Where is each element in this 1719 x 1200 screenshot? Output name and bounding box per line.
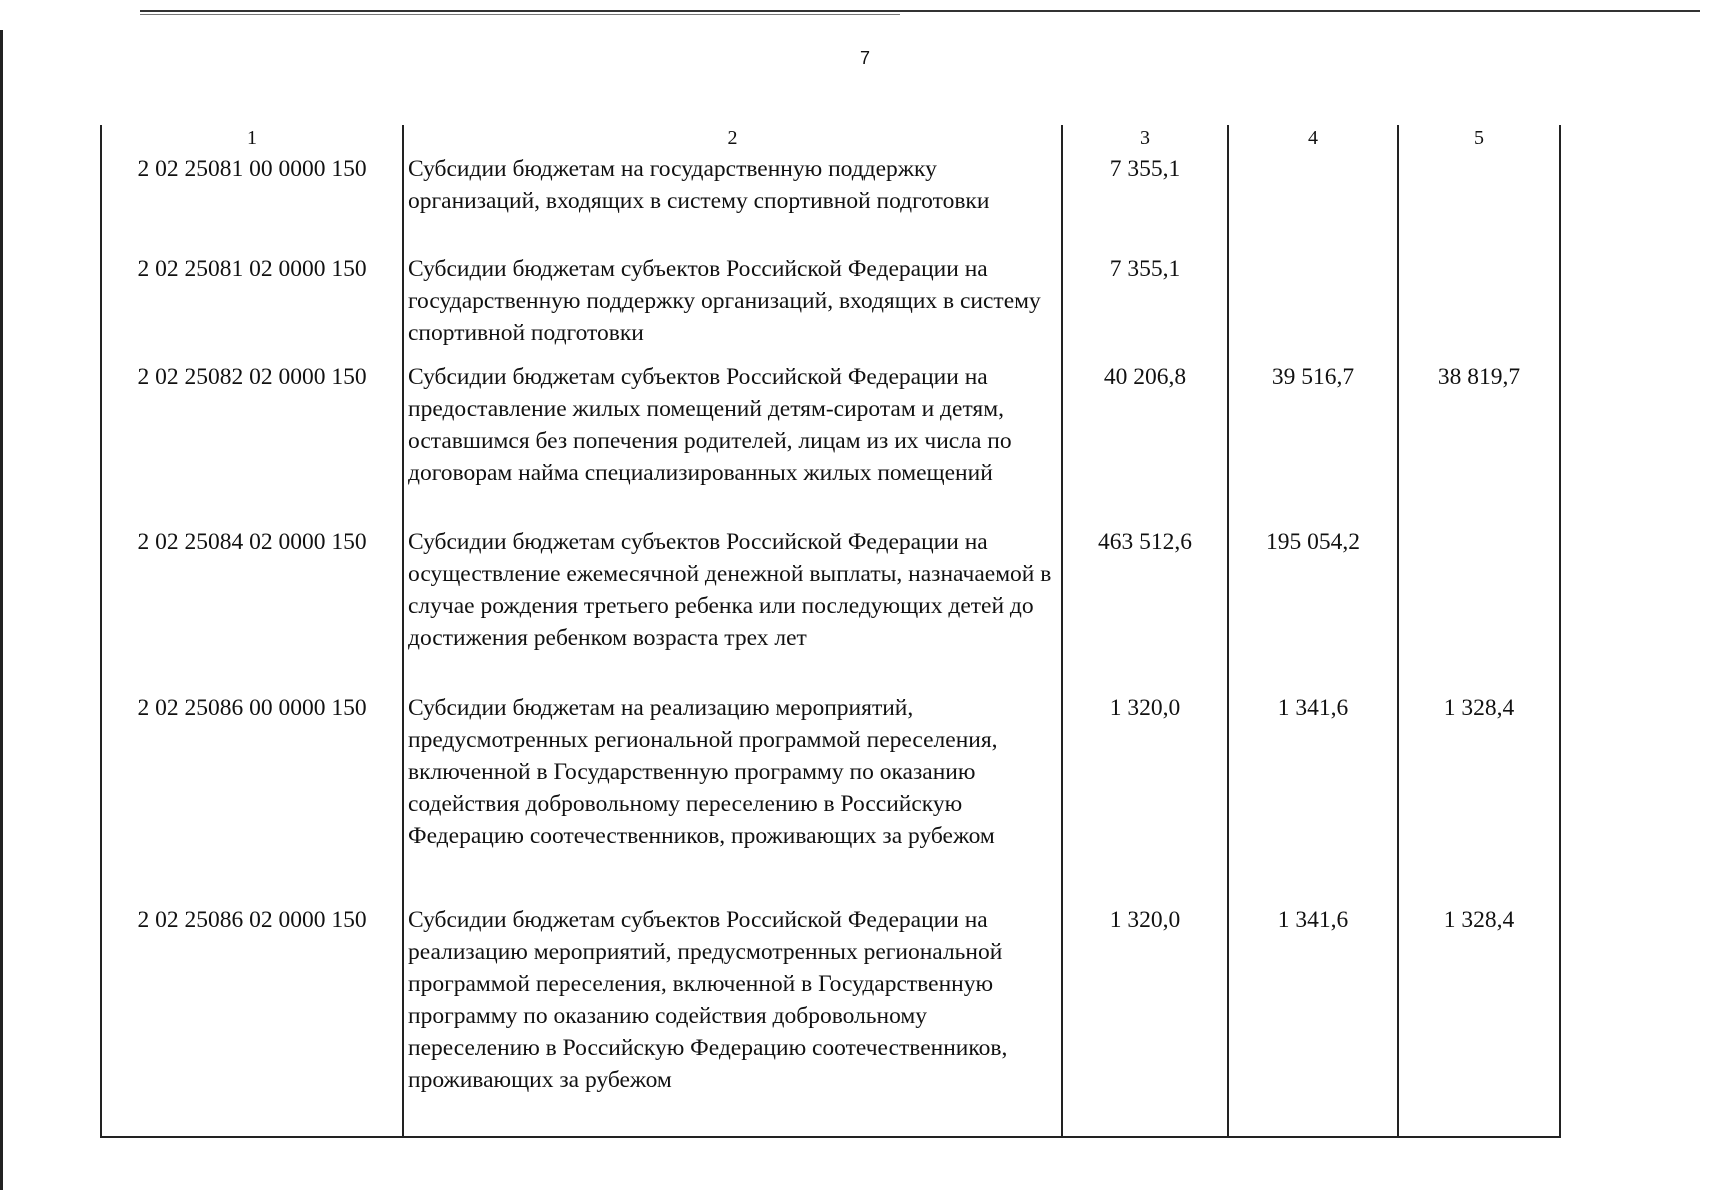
table-header-row [101, 125, 1560, 151]
table-row [101, 524, 1560, 690]
budget-code: 2 02 25086 00 0000 150 [101, 690, 403, 902]
budget-code: 2 02 25084 02 0000 150 [101, 524, 403, 690]
table-row [101, 690, 1560, 902]
value-col5 [1398, 251, 1560, 359]
value-col3: 1 320,0 [1062, 690, 1228, 902]
value-col3: 40 206,8 [1062, 359, 1228, 524]
value-col4: 1 341,6 [1228, 902, 1398, 1137]
value-col3: 7 355,1 [1062, 151, 1228, 251]
value-col4 [1228, 151, 1398, 251]
value-col5: 1 328,4 [1398, 690, 1560, 902]
value-col4: 39 516,7 [1228, 359, 1398, 524]
budget-code: 2 02 25081 00 0000 150 [101, 151, 403, 251]
row-description: Субсидии бюджетам субъектов Российской Федерации на предоставление жилых помещений детям-сиротам и детям, оставшимся без попечения родителей, лицам из их числа по договорам найма специализированных жилых помещений [403, 359, 1062, 524]
budget-code: 2 02 25086 02 0000 150 [101, 902, 403, 1137]
row-description: Субсидии бюджетам на государственную поддержку организаций, входящих в систему спортивной подготовки [403, 151, 1062, 251]
scan-edge-top-secondary [140, 14, 900, 15]
column-header-2: 2 [403, 125, 1062, 151]
scan-edge-top [140, 10, 1700, 12]
column-header-4: 4 [1228, 125, 1398, 151]
value-col3: 463 512,6 [1062, 524, 1228, 690]
budget-table [100, 125, 1561, 1138]
table-row [101, 359, 1560, 524]
table-row [101, 251, 1560, 359]
value-col5: 38 819,7 [1398, 359, 1560, 524]
page-number: 7 [859, 48, 870, 68]
budget-code: 2 02 25082 02 0000 150 [101, 359, 403, 524]
row-description: Субсидии бюджетам на реализацию мероприятий, предусмотренных региональной программой переселения, включенной в Государственную программу по оказанию содействия добровольному переселению в Российскую Федерацию соотечественников, проживающих за рубежом [403, 690, 1062, 902]
value-col5 [1398, 524, 1560, 690]
value-col3: 1 320,0 [1062, 902, 1228, 1137]
table-row [101, 902, 1560, 1137]
column-header-5: 5 [1398, 125, 1560, 151]
row-description: Субсидии бюджетам субъектов Российской Федерации на государственную поддержку организаций, входящих в систему спортивной подготовки [403, 251, 1062, 359]
row-description: Субсидии бюджетам субъектов Российской Федерации на осуществление ежемесячной денежной выплаты, назначаемой в случае рождения третьего ребенка или последующих детей до достижения ребенком возраста трех лет [403, 524, 1062, 690]
value-col5 [1398, 151, 1560, 251]
row-description: Субсидии бюджетам субъектов Российской Федерации на реализацию мероприятий, предусмотренных региональной программой переселения, включенной в Государственную программу по оказанию содействия добровольному переселению в Российскую Федерацию соотечественников, проживающих за рубежом [403, 902, 1062, 1137]
value-col4 [1228, 251, 1398, 359]
scan-edge-left [0, 30, 3, 1190]
value-col5: 1 328,4 [1398, 902, 1560, 1137]
table-row [101, 151, 1560, 251]
value-col3: 7 355,1 [1062, 251, 1228, 359]
value-col4: 195 054,2 [1228, 524, 1398, 690]
value-col4: 1 341,6 [1228, 690, 1398, 902]
column-header-3: 3 [1062, 125, 1228, 151]
budget-code: 2 02 25081 02 0000 150 [101, 251, 403, 359]
column-header-1: 1 [101, 125, 403, 151]
